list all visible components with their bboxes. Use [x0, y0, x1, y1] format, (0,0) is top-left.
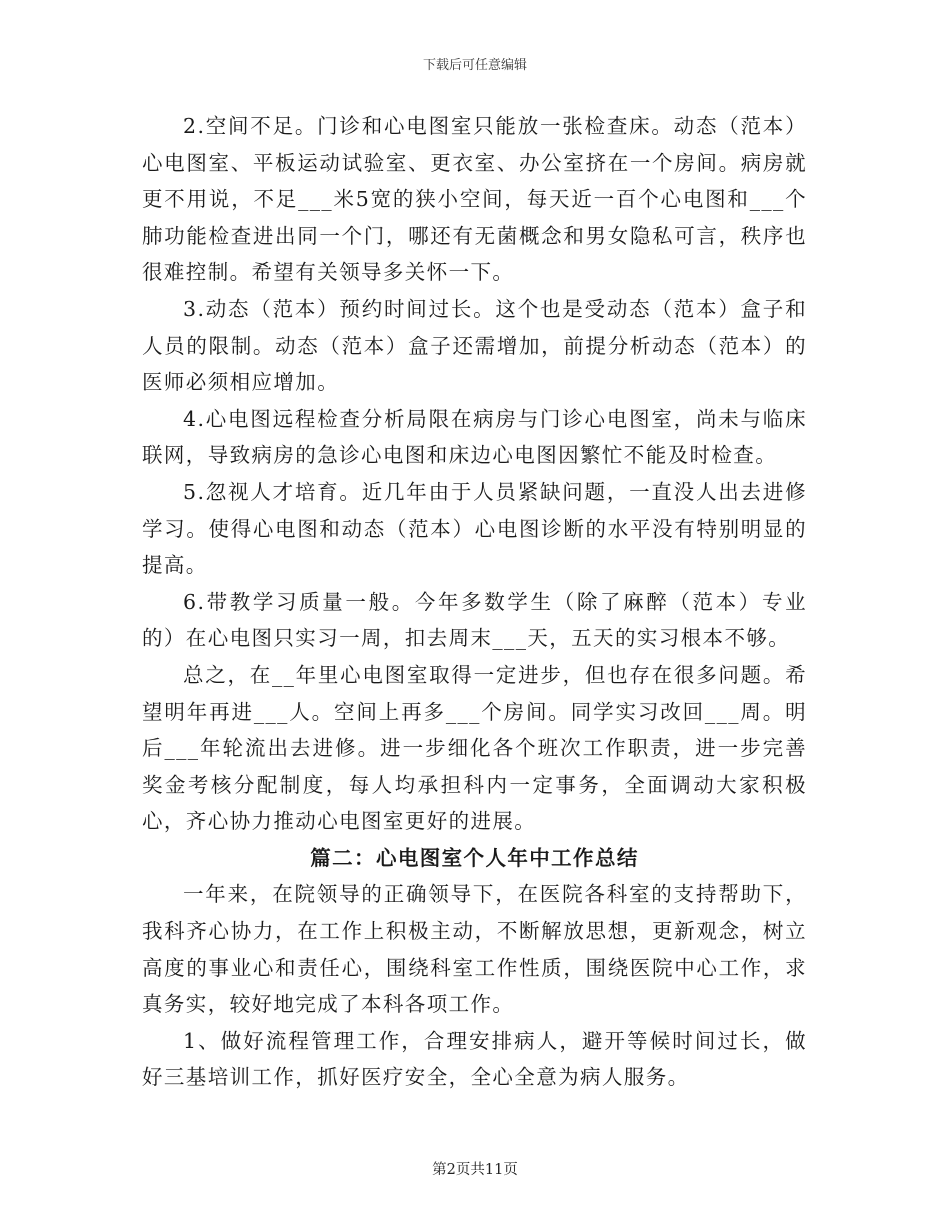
page-header: 下载后可任意编辑 [422, 58, 527, 73]
paragraph-teaching-quality: 6.带教学习质量一般。今年多数学生（除了麻醉（范本）专业的）在心电图只实习一周，扣去周末___天，五天的实习根本不够。 [142, 589, 807, 651]
paragraph-talent-training: 5.忽视人才培育。近几年由于人员紧缺问题，一直没人出去进修学习。使得心电图和动态（范本）心电图诊断的水平没有特别明显的提高。 [142, 479, 807, 578]
paragraph-process-management: 1、做好流程管理工作，合理安排病人，避开等候时间过长，做好三基培训工作，抓好医疗安全，全心全意为病人服务。 [142, 1028, 807, 1090]
paragraph-space-shortage: 2.空间不足。门诊和心电图室只能放一张检查床。动态（范本）心电图室、平板运动试验室、更衣室、办公室挤在一个房间。病房就更不用说，不足___米5宽的狭小空间，每天近一百个心电图和___个肺功能检查进出同一个门，哪还有无菌概念和男女隐私可言，秩序也很难控制。希望有关领导多关怀一下。 [142, 114, 807, 285]
paragraph-holter-wait-time: 3.动态（范本）预约时间过长。这个也是受动态（范本）盒子和人员的限制。动态（范本）盒子还需增加，前提分析动态（范本）的医师必须相应增加。 [142, 296, 807, 395]
document-body [142, 108, 807, 1096]
paragraph-conclusion: 总之，在__年里心电图室取得一定进步，但也存在很多问题。希望明年再进___人。空间上再多___个房间。同学实习改回___周。明后___年轮流出去进修。进一步细化各个班次工作职责，进一步完善奖金考核分配制度，每人均承担科内一定事务，全面调动大家积极心，齐心协力推动心电图室更好的进展。 [142, 662, 807, 834]
paragraph-remote-ecg: 4.心电图远程检查分析局限在病房与门诊心电图室，尚未与临床联网，导致病房的急诊心电图和床边心电图因繁忙不能及时检查。 [142, 406, 807, 468]
section-heading: 篇二：心电图室个人年中工作总结 [310, 845, 639, 870]
page-footer: 第2页共11页 [432, 1162, 518, 1178]
paragraph-intro: 一年来，在院领导的正确领导下，在医院各科室的支持帮助下，我科齐心协力，在工作上积极主动，不断解放思想，更新观念，树立高度的事业心和责任心，围绕科室工作性质，围绕医院中心工作，求真务实，较好地完成了本科各项工作。 [142, 882, 807, 1017]
